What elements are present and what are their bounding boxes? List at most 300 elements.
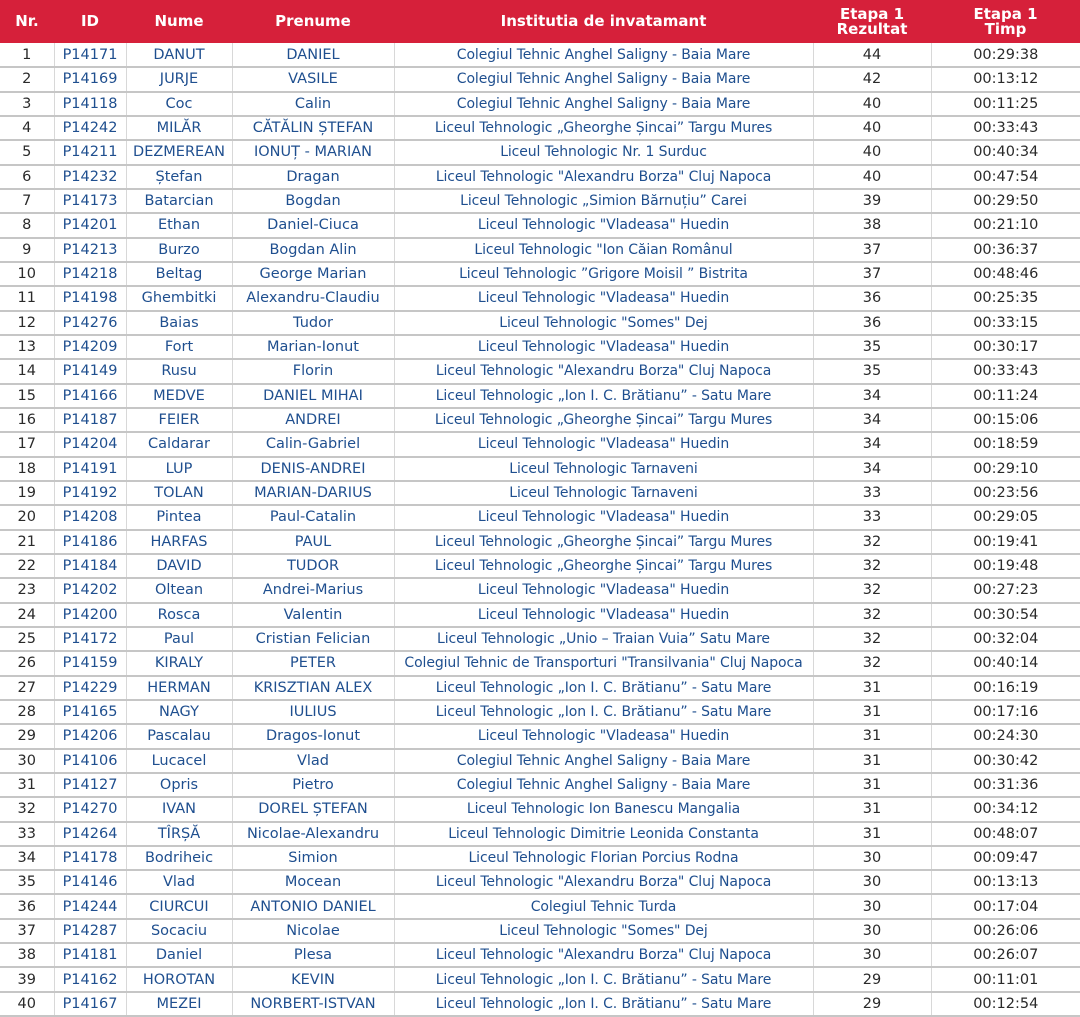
cell-prenume: IULIUS bbox=[232, 700, 394, 724]
cell-institutie: Colegiul Tehnic Anghel Saligny - Baia Mare bbox=[394, 92, 813, 116]
cell-institutie: Liceul Tehnologic "Vladeasa" Huedin bbox=[394, 432, 813, 456]
cell-institutie: Liceul Tehnologic "Vladeasa" Huedin bbox=[394, 335, 813, 359]
cell-nr: 19 bbox=[0, 481, 54, 505]
table-row bbox=[0, 262, 1080, 286]
cell-rezultat: 31 bbox=[813, 773, 931, 797]
cell-id: P14165 bbox=[54, 700, 126, 724]
cell-nr: 12 bbox=[0, 311, 54, 335]
header-institutie: Institutia de invatamant bbox=[500, 12, 707, 30]
table-row bbox=[0, 822, 1080, 846]
table-row bbox=[0, 286, 1080, 310]
cell-timp: 00:18:59 bbox=[931, 432, 1080, 456]
cell-institutie: Liceul Tehnologic „Gheorghe Șincai” Targu Mures bbox=[394, 530, 813, 554]
cell-institutie: Liceul Tehnologic "Alexandru Borza" Cluj Napoca bbox=[394, 165, 813, 189]
cell-nr: 2 bbox=[0, 67, 54, 91]
table-row bbox=[0, 140, 1080, 164]
cell-id: P14242 bbox=[54, 116, 126, 140]
table-row bbox=[0, 554, 1080, 578]
cell-nr: 4 bbox=[0, 116, 54, 140]
cell-prenume: Alexandru-Claudiu bbox=[232, 286, 394, 310]
cell-rezultat: 32 bbox=[813, 603, 931, 627]
cell-institutie: Liceul Tehnologic Tarnaveni bbox=[394, 481, 813, 505]
cell-prenume: PAUL bbox=[232, 530, 394, 554]
table-row bbox=[0, 894, 1080, 918]
cell-rezultat: 35 bbox=[813, 359, 931, 383]
cell-prenume: VASILE bbox=[232, 67, 394, 91]
cell-id: P14218 bbox=[54, 262, 126, 286]
table-row bbox=[0, 408, 1080, 432]
cell-prenume: Plesa bbox=[232, 943, 394, 967]
cell-id: P14232 bbox=[54, 165, 126, 189]
cell-institutie: Colegiul Tehnic Anghel Saligny - Baia Mare bbox=[394, 773, 813, 797]
cell-rezultat: 36 bbox=[813, 311, 931, 335]
cell-nume: Burzo bbox=[126, 238, 232, 262]
header-row bbox=[0, 0, 1080, 43]
cell-prenume: TUDOR bbox=[232, 554, 394, 578]
cell-nr: 14 bbox=[0, 359, 54, 383]
cell-id: P14209 bbox=[54, 335, 126, 359]
cell-rezultat: 32 bbox=[813, 627, 931, 651]
cell-id: P14162 bbox=[54, 967, 126, 991]
cell-prenume: Florin bbox=[232, 359, 394, 383]
cell-id: P14184 bbox=[54, 554, 126, 578]
cell-nume: DAVID bbox=[126, 554, 232, 578]
cell-institutie: Liceul Tehnologic „Ion I. C. Brătianu” - Satu Mare bbox=[394, 992, 813, 1016]
cell-nr: 23 bbox=[0, 578, 54, 602]
cell-prenume: Calin-Gabriel bbox=[232, 432, 394, 456]
cell-institutie: Liceul Tehnologic "Ion Căian Românul bbox=[394, 238, 813, 262]
cell-nume: Beltag bbox=[126, 262, 232, 286]
header-id: ID bbox=[80, 12, 100, 30]
cell-institutie: Colegiul Tehnic Turda bbox=[394, 894, 813, 918]
cell-prenume: Marian-Ionut bbox=[232, 335, 394, 359]
cell-timp: 00:12:54 bbox=[931, 992, 1080, 1016]
cell-nume: HERMAN bbox=[126, 676, 232, 700]
cell-id: P14118 bbox=[54, 92, 126, 116]
cell-institutie: Liceul Tehnologic "Somes" Dej bbox=[394, 311, 813, 335]
cell-nr: 39 bbox=[0, 967, 54, 991]
cell-prenume: KRISZTIAN ALEX bbox=[232, 676, 394, 700]
cell-rezultat: 32 bbox=[813, 651, 931, 675]
table-row bbox=[0, 213, 1080, 237]
cell-nume: Batarcian bbox=[126, 189, 232, 213]
cell-id: P14178 bbox=[54, 846, 126, 870]
cell-institutie: Liceul Tehnologic „Gheorghe Șincai” Targu Mures bbox=[394, 554, 813, 578]
cell-id: P14149 bbox=[54, 359, 126, 383]
cell-nr: 18 bbox=[0, 457, 54, 481]
cell-timp: 00:29:05 bbox=[931, 505, 1080, 529]
cell-id: P14208 bbox=[54, 505, 126, 529]
cell-rezultat: 33 bbox=[813, 481, 931, 505]
cell-id: P14146 bbox=[54, 870, 126, 894]
cell-nume: Vlad bbox=[126, 870, 232, 894]
cell-nr: 34 bbox=[0, 846, 54, 870]
table-row bbox=[0, 870, 1080, 894]
header-rezultat bbox=[813, 0, 931, 43]
header-nr: Nr. bbox=[15, 12, 39, 30]
table-row bbox=[0, 676, 1080, 700]
table-row bbox=[0, 189, 1080, 213]
table-row bbox=[0, 311, 1080, 335]
cell-nume: MILĂR bbox=[126, 116, 232, 140]
cell-prenume: Bogdan bbox=[232, 189, 394, 213]
cell-nume: HOROTAN bbox=[126, 967, 232, 991]
cell-timp: 00:33:43 bbox=[931, 359, 1080, 383]
cell-nr: 1 bbox=[0, 43, 54, 67]
cell-nr: 30 bbox=[0, 749, 54, 773]
cell-rezultat: 34 bbox=[813, 408, 931, 432]
cell-nr: 7 bbox=[0, 189, 54, 213]
cell-prenume: ANDREI bbox=[232, 408, 394, 432]
cell-nume: HARFAS bbox=[126, 530, 232, 554]
cell-timp: 00:27:23 bbox=[931, 578, 1080, 602]
table-row bbox=[0, 700, 1080, 724]
cell-prenume: KEVIN bbox=[232, 967, 394, 991]
table-row bbox=[0, 359, 1080, 383]
cell-institutie: Liceul Tehnologic „Gheorghe Șincai” Targu Mures bbox=[394, 408, 813, 432]
cell-nume: DANUT bbox=[126, 43, 232, 67]
cell-id: P14206 bbox=[54, 724, 126, 748]
cell-prenume: Nicolae bbox=[232, 919, 394, 943]
cell-rezultat: 31 bbox=[813, 797, 931, 821]
cell-nr: 31 bbox=[0, 773, 54, 797]
cell-institutie: Colegiul Tehnic de Transporturi "Transilvania" Cluj Napoca bbox=[394, 651, 813, 675]
cell-prenume: ANTONIO DANIEL bbox=[232, 894, 394, 918]
cell-prenume: Simion bbox=[232, 846, 394, 870]
cell-nume: Rosca bbox=[126, 603, 232, 627]
cell-nume: NAGY bbox=[126, 700, 232, 724]
table-row bbox=[0, 67, 1080, 91]
cell-nume: Daniel bbox=[126, 943, 232, 967]
cell-prenume: Dragan bbox=[232, 165, 394, 189]
table-row bbox=[0, 481, 1080, 505]
cell-prenume: CĂTĂLIN ȘTEFAN bbox=[232, 116, 394, 140]
cell-id: P14191 bbox=[54, 457, 126, 481]
cell-nume: MEZEI bbox=[126, 992, 232, 1016]
cell-nr: 38 bbox=[0, 943, 54, 967]
cell-rezultat: 44 bbox=[813, 43, 931, 67]
cell-timp: 00:47:54 bbox=[931, 165, 1080, 189]
cell-nume: Pascalau bbox=[126, 724, 232, 748]
cell-institutie: Liceul Tehnologic Tarnaveni bbox=[394, 457, 813, 481]
table-row bbox=[0, 773, 1080, 797]
table-row bbox=[0, 846, 1080, 870]
cell-nume: Paul bbox=[126, 627, 232, 651]
cell-timp: 00:30:42 bbox=[931, 749, 1080, 773]
cell-institutie: Liceul Tehnologic "Vladeasa" Huedin bbox=[394, 286, 813, 310]
cell-institutie: Liceul Tehnologic Florian Porcius Rodna bbox=[394, 846, 813, 870]
cell-timp: 00:16:19 bbox=[931, 676, 1080, 700]
cell-timp: 00:13:13 bbox=[931, 870, 1080, 894]
cell-prenume: DANIEL MIHAI bbox=[232, 384, 394, 408]
cell-timp: 00:19:41 bbox=[931, 530, 1080, 554]
cell-prenume: PETER bbox=[232, 651, 394, 675]
cell-institutie: Liceul Tehnologic „Ion I. C. Brătianu” - Satu Mare bbox=[394, 676, 813, 700]
cell-id: P14169 bbox=[54, 67, 126, 91]
cell-nume: DEZMEREAN bbox=[126, 140, 232, 164]
table-row bbox=[0, 797, 1080, 821]
cell-rezultat: 30 bbox=[813, 870, 931, 894]
cell-nume: Lucacel bbox=[126, 749, 232, 773]
cell-id: P14270 bbox=[54, 797, 126, 821]
cell-nr: 40 bbox=[0, 992, 54, 1016]
cell-rezultat: 35 bbox=[813, 335, 931, 359]
cell-institutie: Liceul Tehnologic Nr. 1 Surduc bbox=[394, 140, 813, 164]
cell-rezultat: 31 bbox=[813, 700, 931, 724]
cell-nume: Coc bbox=[126, 92, 232, 116]
cell-prenume: MARIAN-DARIUS bbox=[232, 481, 394, 505]
cell-nr: 3 bbox=[0, 92, 54, 116]
cell-id: P14181 bbox=[54, 943, 126, 967]
cell-institutie: Liceul Tehnologic "Alexandru Borza" Cluj Napoca bbox=[394, 943, 813, 967]
cell-nr: 24 bbox=[0, 603, 54, 627]
cell-institutie: Liceul Tehnologic „Simion Bărnuțiu” Carei bbox=[394, 189, 813, 213]
cell-rezultat: 33 bbox=[813, 505, 931, 529]
cell-institutie: Liceul Tehnologic „Unio – Traian Vuia” Satu Mare bbox=[394, 627, 813, 651]
cell-id: P14200 bbox=[54, 603, 126, 627]
cell-prenume: NORBERT-ISTVAN bbox=[232, 992, 394, 1016]
cell-id: P14276 bbox=[54, 311, 126, 335]
cell-id: P14201 bbox=[54, 213, 126, 237]
cell-id: P14171 bbox=[54, 43, 126, 67]
cell-id: P14173 bbox=[54, 189, 126, 213]
cell-id: P14159 bbox=[54, 651, 126, 675]
cell-rezultat: 42 bbox=[813, 67, 931, 91]
table-row bbox=[0, 92, 1080, 116]
cell-nr: 33 bbox=[0, 822, 54, 846]
cell-nume: Caldarar bbox=[126, 432, 232, 456]
table-row bbox=[0, 238, 1080, 262]
cell-id: P14187 bbox=[54, 408, 126, 432]
cell-timp: 00:33:15 bbox=[931, 311, 1080, 335]
header-timp bbox=[931, 0, 1080, 43]
cell-nume: LUP bbox=[126, 457, 232, 481]
table-row bbox=[0, 651, 1080, 675]
cell-timp: 00:29:10 bbox=[931, 457, 1080, 481]
cell-rezultat: 37 bbox=[813, 262, 931, 286]
cell-nume: Baias bbox=[126, 311, 232, 335]
cell-institutie: Liceul Tehnologic ”Grigore Moisil ” Bistrita bbox=[394, 262, 813, 286]
cell-nr: 37 bbox=[0, 919, 54, 943]
cell-timp: 00:11:01 bbox=[931, 967, 1080, 991]
table-row bbox=[0, 967, 1080, 991]
table-row bbox=[0, 919, 1080, 943]
cell-timp: 00:34:12 bbox=[931, 797, 1080, 821]
cell-nr: 26 bbox=[0, 651, 54, 675]
cell-institutie: Liceul Tehnologic "Somes" Dej bbox=[394, 919, 813, 943]
cell-rezultat: 34 bbox=[813, 457, 931, 481]
cell-timp: 00:17:16 bbox=[931, 700, 1080, 724]
cell-id: P14204 bbox=[54, 432, 126, 456]
cell-rezultat: 30 bbox=[813, 919, 931, 943]
cell-institutie: Liceul Tehnologic „Ion I. C. Brătianu” - Satu Mare bbox=[394, 384, 813, 408]
cell-rezultat: 30 bbox=[813, 943, 931, 967]
cell-timp: 00:30:17 bbox=[931, 335, 1080, 359]
cell-prenume: IONUȚ - MARIAN bbox=[232, 140, 394, 164]
cell-timp: 00:29:50 bbox=[931, 189, 1080, 213]
cell-institutie: Colegiul Tehnic Anghel Saligny - Baia Mare bbox=[394, 43, 813, 67]
cell-prenume: Nicolae-Alexandru bbox=[232, 822, 394, 846]
cell-rezultat: 30 bbox=[813, 846, 931, 870]
cell-nume: Bodriheic bbox=[126, 846, 232, 870]
cell-nr: 22 bbox=[0, 554, 54, 578]
cell-nr: 20 bbox=[0, 505, 54, 529]
table-row bbox=[0, 530, 1080, 554]
table-body bbox=[0, 43, 1080, 1016]
cell-nr: 13 bbox=[0, 335, 54, 359]
cell-nr: 11 bbox=[0, 286, 54, 310]
cell-timp: 00:09:47 bbox=[931, 846, 1080, 870]
cell-nume: Oltean bbox=[126, 578, 232, 602]
cell-nume: KIRALY bbox=[126, 651, 232, 675]
cell-institutie: Liceul Tehnologic "Vladeasa" Huedin bbox=[394, 578, 813, 602]
table-row bbox=[0, 724, 1080, 748]
cell-rezultat: 30 bbox=[813, 894, 931, 918]
cell-timp: 00:11:25 bbox=[931, 92, 1080, 116]
cell-rezultat: 31 bbox=[813, 676, 931, 700]
cell-nr: 27 bbox=[0, 676, 54, 700]
cell-timp: 00:17:04 bbox=[931, 894, 1080, 918]
cell-timp: 00:11:24 bbox=[931, 384, 1080, 408]
table-row bbox=[0, 603, 1080, 627]
cell-institutie: Liceul Tehnologic "Vladeasa" Huedin bbox=[394, 505, 813, 529]
cell-institutie: Liceul Tehnologic „Ion I. C. Brătianu” - Satu Mare bbox=[394, 967, 813, 991]
cell-rezultat: 32 bbox=[813, 554, 931, 578]
cell-id: P14106 bbox=[54, 749, 126, 773]
cell-timp: 00:13:12 bbox=[931, 67, 1080, 91]
cell-timp: 00:36:37 bbox=[931, 238, 1080, 262]
cell-timp: 00:25:35 bbox=[931, 286, 1080, 310]
cell-institutie: Colegiul Tehnic Anghel Saligny - Baia Mare bbox=[394, 749, 813, 773]
cell-prenume: Calin bbox=[232, 92, 394, 116]
cell-prenume: George Marian bbox=[232, 262, 394, 286]
cell-rezultat: 31 bbox=[813, 822, 931, 846]
cell-nr: 35 bbox=[0, 870, 54, 894]
cell-institutie: Liceul Tehnologic Ion Banescu Mangalia bbox=[394, 797, 813, 821]
cell-timp: 00:29:38 bbox=[931, 43, 1080, 67]
cell-prenume: Paul-Catalin bbox=[232, 505, 394, 529]
cell-timp: 00:24:30 bbox=[931, 724, 1080, 748]
table-row bbox=[0, 943, 1080, 967]
cell-nr: 8 bbox=[0, 213, 54, 237]
cell-institutie: Liceul Tehnologic „Gheorghe Șincai” Targu Mures bbox=[394, 116, 813, 140]
cell-rezultat: 40 bbox=[813, 116, 931, 140]
cell-nume: JURJE bbox=[126, 67, 232, 91]
cell-id: P14172 bbox=[54, 627, 126, 651]
cell-nr: 32 bbox=[0, 797, 54, 821]
cell-rezultat: 32 bbox=[813, 530, 931, 554]
cell-id: P14213 bbox=[54, 238, 126, 262]
cell-timp: 00:23:56 bbox=[931, 481, 1080, 505]
cell-timp: 00:15:06 bbox=[931, 408, 1080, 432]
cell-id: P14192 bbox=[54, 481, 126, 505]
cell-nr: 6 bbox=[0, 165, 54, 189]
cell-rezultat: 29 bbox=[813, 992, 931, 1016]
cell-prenume: Pietro bbox=[232, 773, 394, 797]
cell-timp: 00:32:04 bbox=[931, 627, 1080, 651]
cell-rezultat: 39 bbox=[813, 189, 931, 213]
cell-nume: FEIER bbox=[126, 408, 232, 432]
header-timp-line2: Timp bbox=[984, 19, 1027, 38]
cell-timp: 00:48:07 bbox=[931, 822, 1080, 846]
cell-timp: 00:31:36 bbox=[931, 773, 1080, 797]
cell-timp: 00:48:46 bbox=[931, 262, 1080, 286]
cell-nume: TOLAN bbox=[126, 481, 232, 505]
cell-id: P14287 bbox=[54, 919, 126, 943]
table-row bbox=[0, 505, 1080, 529]
cell-nr: 36 bbox=[0, 894, 54, 918]
cell-prenume: Tudor bbox=[232, 311, 394, 335]
table-row bbox=[0, 749, 1080, 773]
cell-nume: Ethan bbox=[126, 213, 232, 237]
table-row bbox=[0, 992, 1080, 1016]
cell-rezultat: 34 bbox=[813, 432, 931, 456]
cell-nume: Rusu bbox=[126, 359, 232, 383]
cell-institutie: Colegiul Tehnic Anghel Saligny - Baia Mare bbox=[394, 67, 813, 91]
cell-rezultat: 40 bbox=[813, 92, 931, 116]
cell-nr: 5 bbox=[0, 140, 54, 164]
cell-id: P14229 bbox=[54, 676, 126, 700]
cell-institutie: Liceul Tehnologic "Alexandru Borza" Cluj Napoca bbox=[394, 359, 813, 383]
cell-prenume: Vlad bbox=[232, 749, 394, 773]
cell-timp: 00:40:14 bbox=[931, 651, 1080, 675]
cell-prenume: Dragos-Ionut bbox=[232, 724, 394, 748]
cell-rezultat: 31 bbox=[813, 724, 931, 748]
cell-nr: 15 bbox=[0, 384, 54, 408]
cell-prenume: DENIS-ANDREI bbox=[232, 457, 394, 481]
cell-prenume: Cristian Felician bbox=[232, 627, 394, 651]
cell-institutie: Liceul Tehnologic "Alexandru Borza" Cluj Napoca bbox=[394, 870, 813, 894]
cell-timp: 00:26:07 bbox=[931, 943, 1080, 967]
cell-rezultat: 40 bbox=[813, 165, 931, 189]
cell-id: P14167 bbox=[54, 992, 126, 1016]
cell-nr: 28 bbox=[0, 700, 54, 724]
table-row bbox=[0, 165, 1080, 189]
cell-nr: 9 bbox=[0, 238, 54, 262]
cell-id: P14202 bbox=[54, 578, 126, 602]
cell-institutie: Liceul Tehnologic "Vladeasa" Huedin bbox=[394, 724, 813, 748]
cell-timp: 00:26:06 bbox=[931, 919, 1080, 943]
cell-timp: 00:40:34 bbox=[931, 140, 1080, 164]
cell-prenume: Mocean bbox=[232, 870, 394, 894]
header-prenume: Prenume bbox=[275, 12, 351, 30]
cell-nume: MEDVE bbox=[126, 384, 232, 408]
table-row bbox=[0, 116, 1080, 140]
header-nume: Nume bbox=[154, 12, 204, 30]
cell-nr: 17 bbox=[0, 432, 54, 456]
cell-nr: 25 bbox=[0, 627, 54, 651]
cell-id: P14211 bbox=[54, 140, 126, 164]
cell-nr: 21 bbox=[0, 530, 54, 554]
cell-timp: 00:21:10 bbox=[931, 213, 1080, 237]
cell-prenume: Daniel-Ciuca bbox=[232, 213, 394, 237]
table-row bbox=[0, 578, 1080, 602]
cell-timp: 00:33:43 bbox=[931, 116, 1080, 140]
cell-rezultat: 38 bbox=[813, 213, 931, 237]
cell-timp: 00:30:54 bbox=[931, 603, 1080, 627]
cell-nr: 16 bbox=[0, 408, 54, 432]
cell-rezultat: 32 bbox=[813, 578, 931, 602]
cell-id: P14186 bbox=[54, 530, 126, 554]
cell-id: P14127 bbox=[54, 773, 126, 797]
cell-prenume: DOREL ȘTEFAN bbox=[232, 797, 394, 821]
cell-id: P14244 bbox=[54, 894, 126, 918]
cell-nume: CIURCUI bbox=[126, 894, 232, 918]
cell-nume: IVAN bbox=[126, 797, 232, 821]
cell-timp: 00:19:48 bbox=[931, 554, 1080, 578]
header-rezultat-line1: Etapa 1 bbox=[839, 4, 905, 23]
cell-nume: Pintea bbox=[126, 505, 232, 529]
